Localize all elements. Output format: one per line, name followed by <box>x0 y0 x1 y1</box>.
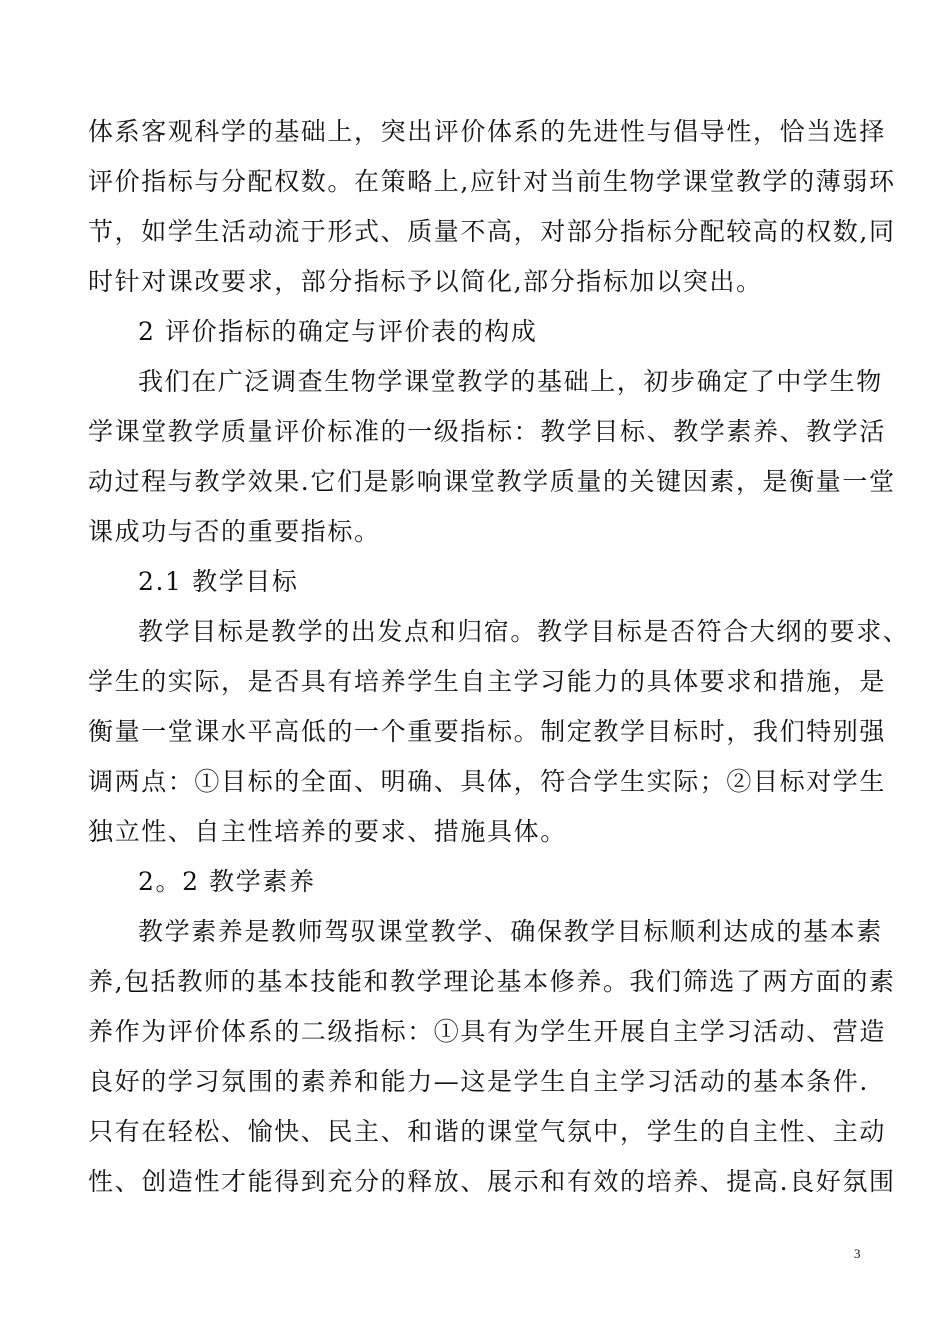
text-line-9: 课成功与否的重要指标。 <box>88 517 381 546</box>
text-line-1: 体系客观科学的基础上，突出评价体系的先进性与倡导性，恰当选择 <box>88 117 887 146</box>
text-line-18: 养,包括教师的基本技能和教学理论基本修养。我们筛选了两方面的素 <box>88 967 896 996</box>
text-line-19: 养作为评价体系的二级指标：①具有为学生开展自主学习活动、营造 <box>88 1017 887 1046</box>
section-heading-2: 2 评价指标的确定与评价表的构成 <box>138 317 538 346</box>
text-line-22: 性、创造性才能得到充分的释放、展示和有效的培养、提高.良好氛围 <box>88 1167 896 1196</box>
text-line-8: 动过程与教学效果.它们是影响课堂教学质量的关键因素，是衡量一堂 <box>88 467 896 496</box>
text-line-20: 良好的学习氛围的素养和能力—这是学生自主学习活动的基本条件. <box>88 1067 869 1096</box>
text-line-13: 衡量一堂课水平高低的一个重要指标。制定教学目标时，我们特别强 <box>88 717 887 746</box>
text-line-4: 时针对课改要求，部分指标予以简化,部分指标加以突出。 <box>88 267 763 296</box>
text-line-12: 学生的实际，是否具有培养学生自主学习能力的具体要求和措施，是 <box>88 667 887 696</box>
text-line-2: 评价指标与分配权数。在策略上,应针对当前生物学课堂教学的薄弱环 <box>88 167 896 196</box>
text-line-21: 只有在轻松、愉快、民主、和谐的课堂气氛中，学生的自主性、主动 <box>88 1117 887 1146</box>
section-heading-2-1: 2.1 教学目标 <box>138 567 299 596</box>
text-line-7: 学课堂教学质量评价标准的一级指标：教学目标、教学素养、教学活 <box>88 417 887 446</box>
text-line-6: 我们在广泛调查生物学课堂教学的基础上，初步确定了中学生物 <box>138 367 883 396</box>
text-line-17: 教学素养是教师驾驭课堂教学、确保教学目标顺利达成的基本素 <box>138 917 883 946</box>
section-heading-2-2: 2。2 教学素养 <box>138 867 316 896</box>
text-line-15: 独立性、自主性培养的要求、措施具体。 <box>88 817 567 846</box>
page-number: 3 <box>854 1246 861 1261</box>
text-line-14: 调两点：①目标的全面、明确、具体，符合学生实际；②目标对学生 <box>88 767 887 796</box>
text-line-3: 节，如学生活动流于形式、质量不高，对部分指标分配较高的权数,同 <box>88 217 896 246</box>
text-line-11: 教学目标是教学的出发点和归宿。教学目标是否符合大纲的要求、 <box>138 617 910 646</box>
